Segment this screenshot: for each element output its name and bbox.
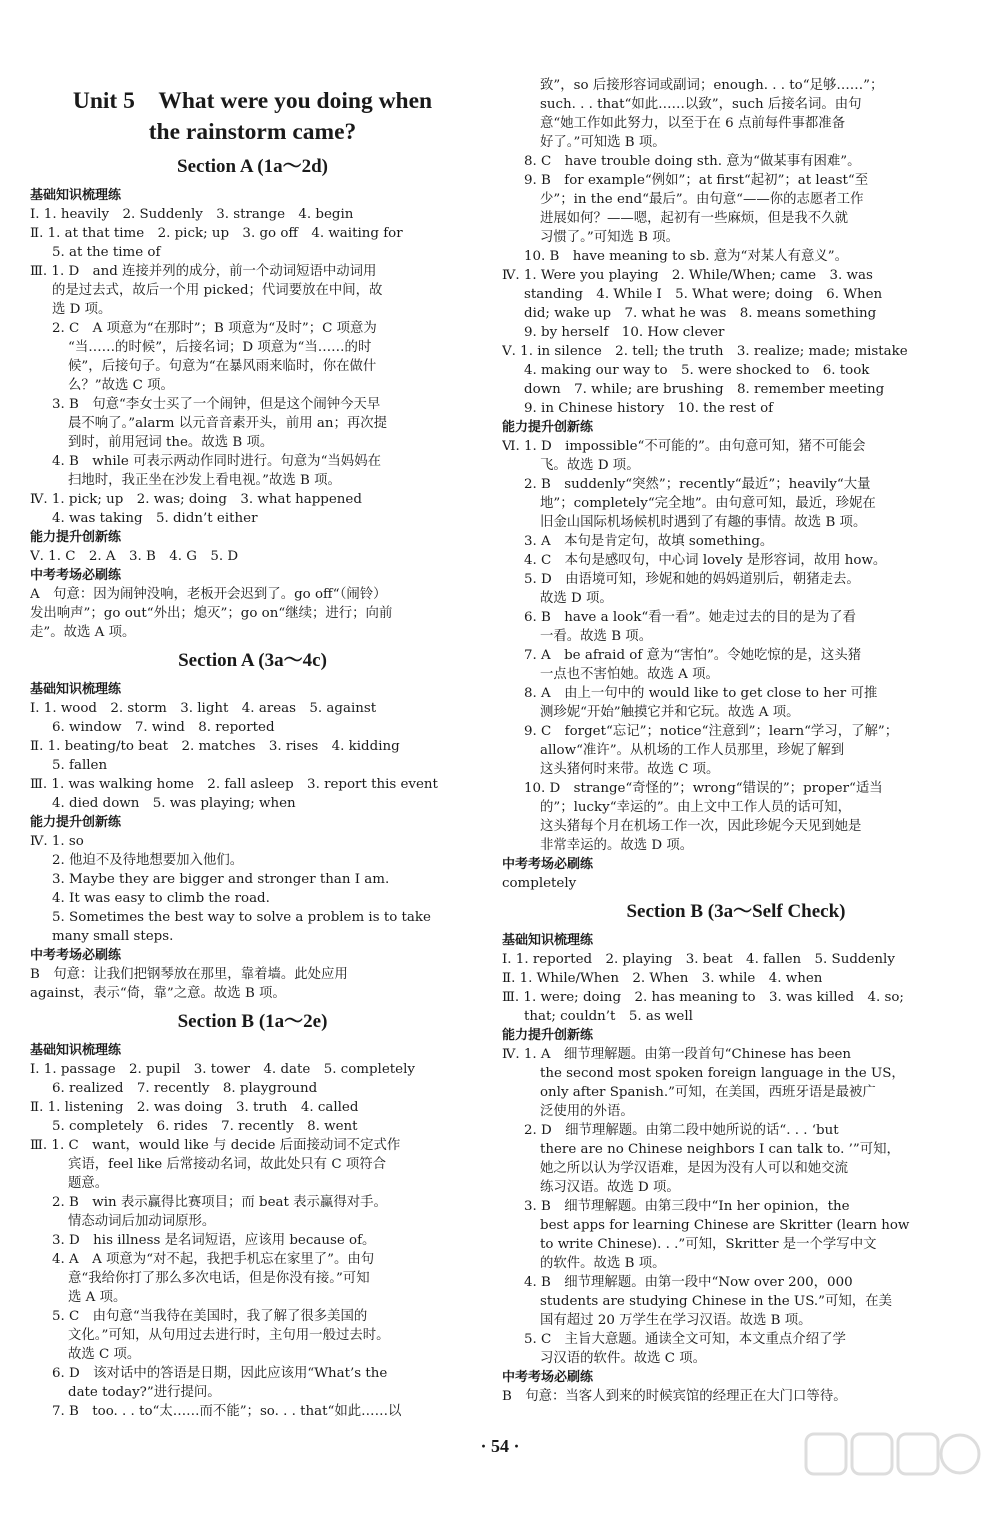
answer-line: standing 4. While I 5. What were; doing 6. When — [524, 287, 883, 302]
answer-line: 10. B have meaning to sb. 意为“对某人有意义”。 — [524, 249, 848, 264]
explanation-line: 习汉语的软件。故选 C 项。 — [540, 1351, 707, 1366]
explanation-line: 这头猪每个月在机场工作一次，因此珍妮今天见到她是 — [540, 819, 862, 834]
answer-line: Ⅲ. 1. were; doing 2. has meaning to 3. was killed 4. so; — [502, 990, 904, 1005]
answer-line: 3. Maybe they are bigger and stronger than I am. — [52, 872, 390, 887]
answer-line: 9. B for example“例如”；at first“起初”；at least“至 — [524, 173, 869, 188]
answer-line: Ⅳ. 1. A 细节理解题。由第一段首句“Chinese has been — [502, 1047, 852, 1062]
answer-line: 9. C forget“忘记”；notice“注意到”；learn“学习，了解”； — [524, 724, 899, 739]
answer-line: Ⅱ. 1. While/When 2. When 3. while 4. when — [502, 971, 823, 986]
answer-line: 走”。故选 A 项。 — [30, 625, 136, 640]
answer-line: Ⅱ. 1. at that time 2. pick; up 3. go off 4. waiting for — [30, 226, 403, 241]
watermark-logo-icon — [802, 1430, 982, 1504]
answer-line: Ⅱ. 1. beating/to beat 2. matches 3. rises 4. kidding — [30, 739, 400, 754]
explanation-line: 练习汉语。故选 D 项。 — [540, 1180, 680, 1195]
explanation-line: best apps for learning Chinese are Skritter (learn how — [540, 1218, 910, 1233]
explanation-line: “当……的时候”，后接名词；D 项意为“当……的时 — [68, 340, 372, 355]
answer-line: B 句意：让我们把钢琴放在那里，靠着墙。此处应用 — [30, 967, 348, 982]
answer-line: 5. completely 6. rides 7. recently 8. went — [52, 1119, 358, 1134]
unit-title-line-2: the rainstorm came? — [148, 119, 357, 145]
answer-line: 4. B while 可表示两动作同时进行。句意为“当妈妈在 — [52, 454, 381, 469]
explanation-line: 故选 C 项。 — [68, 1347, 141, 1362]
answer-line: 6. B have a look“看一看”。她走过去的目的是为了看 — [524, 610, 856, 625]
subheading: 基础知识梳理练 — [30, 1043, 122, 1058]
section-title: Section B (1a～2e) — [177, 1011, 328, 1032]
unit-title — [30, 86, 475, 148]
answer-line: Ⅵ. 1. D impossible“不可能的”。由句意可知，猪不可能会 — [502, 439, 866, 454]
explanation-line: 测珍妮“开始”触摸它并和它玩。故选 A 项。 — [540, 705, 800, 720]
answer-line: 4. C 本句是感叹句，中心词 lovely 是形容词，故用 how。 — [524, 553, 887, 568]
answer-line: many small steps. — [52, 929, 174, 944]
answer-line: did; wake up 7. what he was 8. means something — [524, 306, 877, 321]
explanation-line: 一看。故选 B 项。 — [540, 629, 653, 644]
answer-line: 2. B win 表示赢得比赛项目；而 beat 表示赢得对手。 — [52, 1195, 387, 1210]
left-column-body — [30, 154, 475, 1421]
explanation-line: 少”；in the end“最后”。由句意“——你的志愿者工作 — [540, 192, 864, 207]
answer-line: 选 D 项。 — [52, 302, 112, 317]
explanation-line: 扫地时，我正坐在沙发上看电视。”故选 B 项。 — [68, 473, 341, 488]
answer-line: Ⅰ. 1. passage 2. pupil 3. tower 4. date 5. completely — [30, 1062, 415, 1077]
answer-line: 5. Sometimes the best way to solve a problem is to take — [52, 910, 431, 925]
answer-line: 6. realized 7. recently 8. playground — [52, 1081, 318, 1096]
answer-line: 2. C A 项意为“在那时”；B 项意为“及时”；C 项意为 — [52, 321, 377, 336]
answer-line: that; couldn’t 5. as well — [524, 1009, 693, 1024]
left-column — [30, 72, 475, 1421]
explanation-line: 致”，so 后接形容词或副词；enough. . . to“足够……”； — [540, 78, 884, 93]
explanation-line: 国有超过 20 万学生在学习汉语。故选 B 项。 — [540, 1313, 812, 1328]
explanation-line: 泛使用的外语。 — [540, 1104, 634, 1119]
answer-line: Ⅴ. 1. C 2. A 3. B 4. G 5. D — [30, 549, 239, 564]
subheading: 中考考场必刷练 — [30, 948, 122, 963]
answer-line: 5. C 由句意“当我待在美国时，我了解了很多美国的 — [52, 1309, 368, 1324]
answer-line: 9. in Chinese history 10. the rest of — [524, 401, 774, 416]
explanation-line: 旧金山国际机场候机时遇到了有趣的事情。故选 B 项。 — [540, 515, 867, 530]
subheading: 能力提升创新练 — [502, 420, 594, 435]
answer-line: Ⅴ. 1. in silence 2. tell; the truth 3. realize; made; mistake — [502, 344, 908, 359]
answer-line: completely — [502, 876, 577, 891]
explanation-line: 这头猪何时来带。故选 C 项。 — [540, 762, 720, 777]
explanation-line: 的”；lucky“幸运的”。由上文中工作人员的话可知， — [540, 800, 852, 815]
explanation-line: 候”，后接句子。句意为“在暴风雨来临时，你在做什 — [68, 359, 377, 374]
answer-line: Ⅲ. 1. was walking home 2. fall asleep 3. report this event — [30, 777, 438, 792]
answer-line: Ⅳ. 1. Were you playing 2. While/When; came 3. was — [502, 268, 873, 283]
explanation-line: 地”；completely“完全地”。由句意可知，最近，珍妮在 — [540, 496, 876, 511]
answer-line: 6. window 7. wind 8. reported — [52, 720, 275, 735]
explanation-line: 习惯了。”可知选 B 项。 — [540, 230, 680, 245]
answer-line: 3. B 细节理解题。由第三段中“In her opinion，the — [524, 1199, 850, 1214]
explanation-line: 文化。”可知，从句用过去进行时，主句用一般过去时。 — [68, 1328, 390, 1343]
explanation-line: 一点也不害怕她。故选 A 项。 — [540, 667, 719, 682]
explanation-line: students are studying Chinese in the US.”可知，在美 — [540, 1294, 892, 1309]
explanation-line: 非常幸运的。故选 D 项。 — [540, 838, 694, 853]
answer-line: against，表示“倚，靠”之意。故选 B 项。 — [30, 986, 286, 1001]
answer-line: B 句意：当客人到来的时候宾馆的经理正在大门口等待。 — [502, 1389, 847, 1404]
answer-line: Ⅳ. 1. pick; up 2. was; doing 3. what happened — [30, 492, 362, 507]
explanation-line: date today?”进行提问。 — [68, 1385, 221, 1400]
answer-line: 6. D 该对话中的答语是日期，因此应该用“What’s the — [52, 1366, 388, 1381]
right-column — [502, 76, 970, 1406]
explanation-line: such. . . that“如此……以致”，such 后接名词。由句 — [540, 97, 862, 112]
answer-line: 4. A A 项意为“对不起，我把手机忘在家里了”。由句 — [52, 1252, 375, 1267]
answer-line: 3. B 句意“李女士买了一个闹钟，但是这个闹钟今天早 — [52, 397, 381, 412]
subheading: 能力提升创新练 — [30, 530, 122, 545]
section-title: Section B (3a～Self Check) — [626, 901, 846, 922]
answer-line: 4. died down 5. was playing; when — [52, 796, 296, 811]
answer-line: 5. D 由语境可知，珍妮和她的妈妈道别后，朝猪走去。 — [524, 572, 860, 587]
answer-line: 4. was taking 5. didn’t either — [52, 511, 258, 526]
answer-line: Ⅱ. 1. listening 2. was doing 3. truth 4. called — [30, 1100, 359, 1115]
subheading: 能力提升创新练 — [30, 815, 122, 830]
subheading: 基础知识梳理练 — [30, 682, 122, 697]
answer-line: 4. B 细节理解题。由第一段中“Now over 200，000 — [524, 1275, 853, 1290]
answer-line: 2. 他迫不及待地想要加入他们。 — [52, 853, 244, 868]
explanation-line: 的软件。故选 B 项。 — [540, 1256, 666, 1271]
explanation-line: 么？”故选 C 项。 — [68, 378, 174, 393]
explanation-line: 飞。故选 D 项。 — [540, 458, 640, 473]
unit-title-line-1: Unit 5 What were you doing when — [72, 88, 433, 114]
subheading: 中考考场必刷练 — [30, 568, 122, 583]
answer-line: 2. B suddenly“突然”；recently“最近”；heavily“大量 — [524, 477, 871, 492]
answer-line: A 句意：因为闹钟没响，老板开会迟到了。go off“（闹铃） — [30, 587, 387, 602]
explanation-line: 故选 D 项。 — [540, 591, 613, 606]
answer-line: 3. D his illness 是名词短语，应该用 because of。 — [52, 1233, 376, 1248]
explanation-line: 宾语，feel like 后常接动名词，故此处只有 C 项符合 — [68, 1157, 386, 1172]
explanation-line: 选 A 项。 — [68, 1290, 127, 1305]
section-title: Section A (3a～4c) — [178, 650, 327, 671]
subheading: 中考考场必刷练 — [502, 1370, 594, 1385]
answer-line: Ⅰ. 1. wood 2. storm 3. light 4. areas 5. against — [30, 701, 377, 716]
explanation-line: 意“我给你打了那么多次电话，但是你没有接。”可知 — [68, 1271, 370, 1286]
answer-line: 2. D 细节理解题。由第二段中她所说的话“. . . ‘but — [524, 1123, 839, 1138]
explanation-line: 题意。 — [68, 1176, 109, 1191]
answer-line: 8. A 由上一句中的 would like to get close to her 可推 — [524, 686, 878, 701]
explanation-line: only after Spanish.”可知，在美国，西班牙语是最被广 — [540, 1085, 876, 1100]
subheading: 基础知识梳理练 — [30, 188, 122, 203]
answer-line: Ⅲ. 1. C want，would like 与 decide 后面接动词不定式作 — [30, 1138, 401, 1153]
explanation-line: 晨不响了。”alarm 以元音音素开头，前用 an；再次提 — [68, 416, 388, 431]
answer-line: Ⅰ. 1. heavily 2. Suddenly 3. strange 4. begin — [30, 207, 354, 222]
answer-line: 10. D strange“奇怪的”；wrong“错误的”；proper“适当 — [524, 781, 883, 796]
subheading: 能力提升创新练 — [502, 1028, 594, 1043]
answer-line: 5. fallen — [52, 758, 108, 773]
page-number: · 54 · — [480, 1436, 520, 1456]
answer-line: 9. by herself 10. How clever — [524, 325, 725, 340]
answer-line: 4. making our way to 5. were shocked to 6. took — [524, 363, 870, 378]
answer-line: 7. B too. . . to“太……而不能”；so. . . that“如此……以 — [52, 1404, 402, 1419]
answer-line: 3. A 本句是肯定句，故填 something。 — [524, 534, 774, 549]
answer-line: Ⅰ. 1. reported 2. playing 3. beat 4. fallen 5. Suddenly — [502, 952, 895, 967]
subheading: 基础知识梳理练 — [502, 933, 594, 948]
answer-line: Ⅲ. 1. D and 连接并列的成分，前一个动词短语中动词用 — [30, 264, 377, 279]
subheading: 中考考场必刷练 — [502, 857, 594, 872]
explanation-line: the second most spoken foreign language in the US， — [540, 1066, 905, 1081]
explanation-line: 她之所以认为学汉语难，是因为没有人可以和她交流 — [540, 1161, 848, 1176]
section-title: Section A (1a～2d) — [177, 156, 328, 177]
explanation-line: to write Chinese). . .”可知，Skritter 是一个学写中文 — [540, 1237, 877, 1252]
explanation-line: 情态动词后加动词原形。 — [68, 1214, 216, 1229]
answer-line: 7. A be afraid of 意为“害怕”。令她吃惊的是，这头猪 — [524, 648, 862, 663]
right-column-body — [502, 76, 970, 1406]
answer-line: 5. C 主旨大意题。通读全文可知，本文重点介绍了学 — [524, 1332, 846, 1347]
answer-line: down 7. while; are brushing 8. remember meeting — [524, 382, 885, 397]
explanation-line: there are no Chinese neighbors I can talk to. ’”可知， — [540, 1142, 900, 1157]
explanation-line: 意“她工作如此努力，以至于在 6 点前每件事都准备 — [540, 116, 846, 131]
explanation-line: 好了。”可知选 B 项。 — [540, 135, 666, 150]
explanation-line: 进展如何？——嗯，起初有一些麻烦，但是我不久就 — [540, 211, 848, 226]
answer-line: 的是过去式，故后一个用 picked；代词要放在中间，故 — [52, 283, 383, 298]
answer-line: 5. at the time of — [52, 245, 161, 260]
answer-line: Ⅳ. 1. so — [30, 834, 84, 849]
explanation-line: allow“准许”。从机场的工作人员那里，珍妮了解到 — [540, 743, 845, 758]
answer-line: 8. C have trouble doing sth. 意为“做某事有困难”。 — [524, 154, 861, 169]
explanation-line: 到时，前用冠词 the。故选 B 项。 — [68, 435, 274, 450]
answer-line: 发出响声”；go out“外出；熄灭”；go on“继续；进行；向前 — [30, 606, 393, 621]
answer-line: 4. It was easy to climb the road. — [52, 891, 270, 906]
